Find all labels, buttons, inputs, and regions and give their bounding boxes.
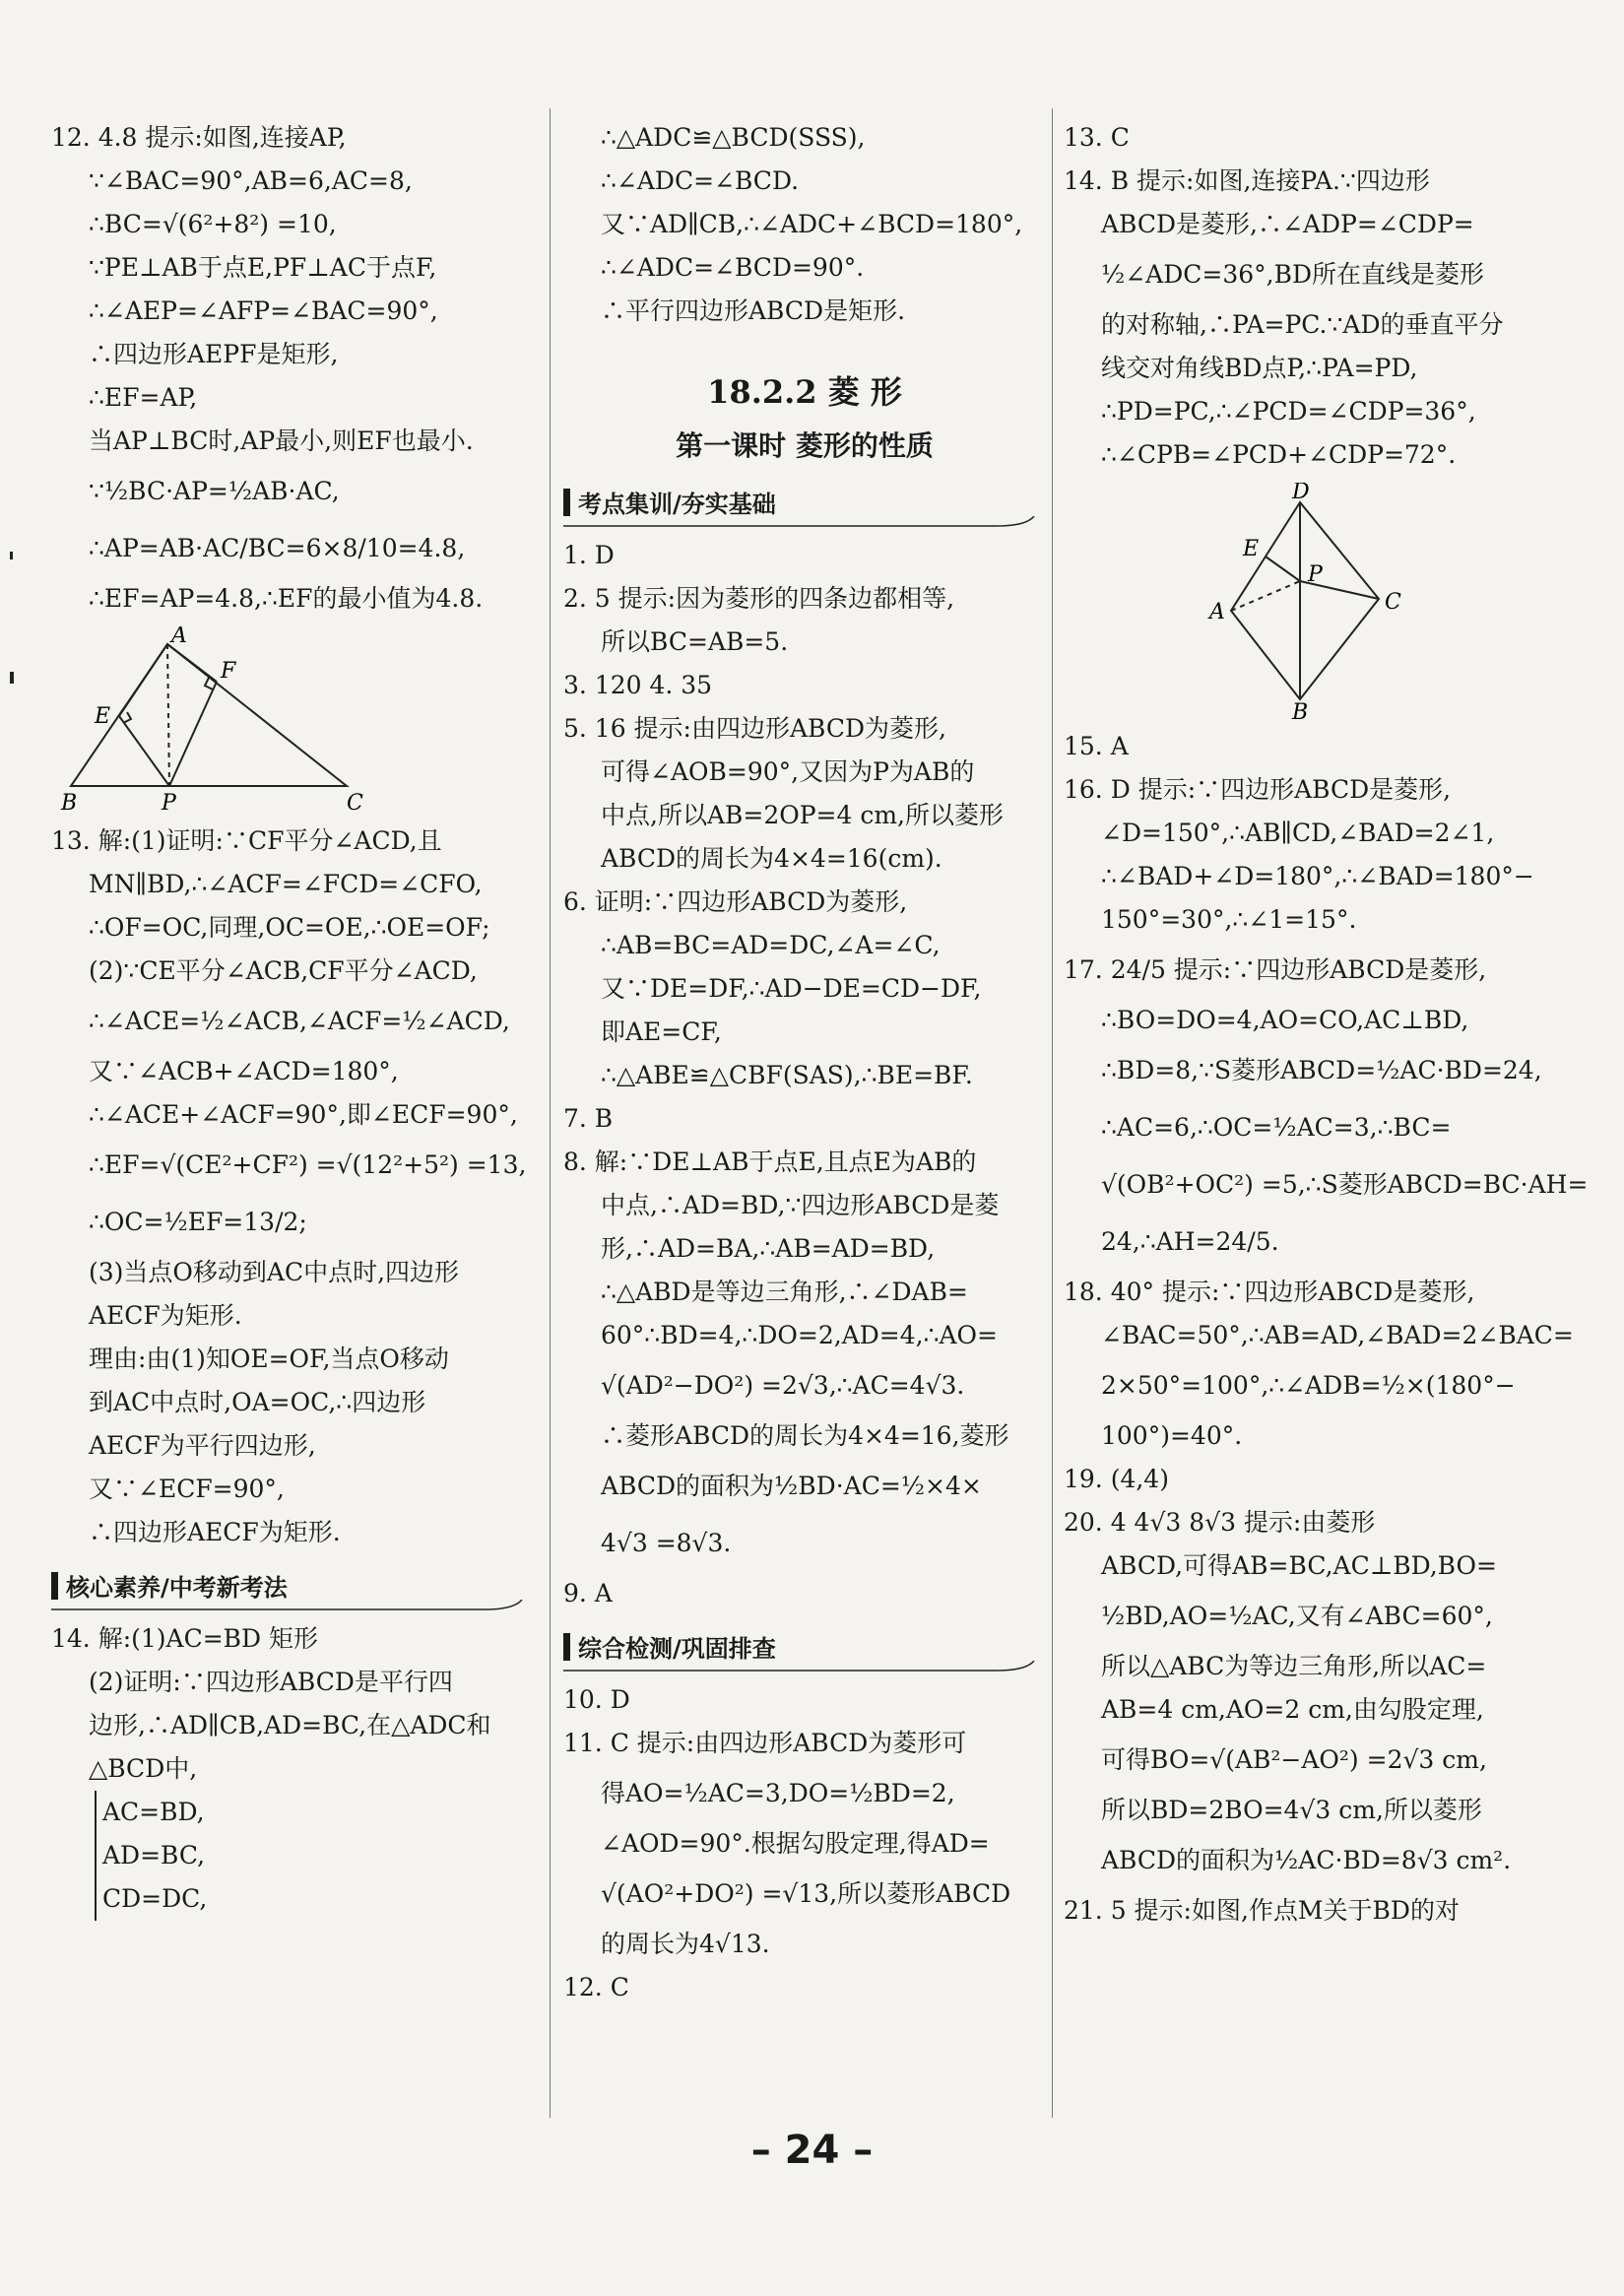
answer-line: ∴∠AEP=∠AFP=∠BAC=90°, [89,296,438,325]
answer-line: ∴BD=8,∵S菱形ABCD=½AC·BD=24, [1101,1056,1542,1084]
answer-line: 14. 解:(1)AC=BD 矩形 [51,1624,319,1653]
answer-line: 16. D 提示:∵四边形ABCD是菱形, [1064,775,1452,804]
answer-line: ∴△ABE≌△CBF(SAS),∴BE=BF. [601,1061,973,1089]
answer-line: ∴AP=AB·AC/BC=6×8/10=4.8, [89,534,466,562]
answer-line: 14. B 提示:如图,连接PA.∵四边形 [1064,166,1430,195]
answer-line: (2)∵CE平分∠ACB,CF平分∠ACD, [89,956,478,985]
answer-line: ABCD的面积为½BD·AC=½×4× [601,1472,982,1500]
answer-line: ∵PE⊥AB于点E,PF⊥AC于点F, [89,253,437,282]
answer-line: ∴EF=AP=4.8,∴EF的最小值为4.8. [89,584,484,613]
answer-line: 可得BO=√(AB²−AO²) =2√3 cm, [1101,1745,1487,1774]
answer-line: ∴平行四边形ABCD是矩形. [601,296,906,325]
banner-title: 核心素养/中考新考法 [66,1574,288,1602]
answer-line: 24,∴AH=24/5. [1101,1227,1279,1256]
answer-line: ∠AOD=90°.根据勾股定理,得AD= [601,1829,990,1858]
answer-line: (3)当点O移动到AC中点时,四边形 [89,1258,460,1286]
figure-label: P [162,791,176,814]
answer-line: 8. 解:∵DE⊥AB于点E,且点E为AB的 [563,1148,977,1176]
answer-line: 12. C [563,1973,629,2001]
answer-line: ∴∠ADC=∠BCD=90°. [601,253,865,282]
answer-line: ∴OF=OC,同理,OC=OE,∴OE=OF; [89,913,490,942]
answer-line: ½∠ADC=36°,BD所在直线是菱形 [1101,260,1485,289]
answer-line: 150°=30°,∴∠1=15°. [1101,905,1357,934]
column-2 [563,116,1046,2009]
answer-line: 4√3 =8√3. [601,1529,732,1557]
answer-line: ∴AC=6,∴OC=½AC=3,∴BC= [1101,1113,1452,1142]
answer-line: 100°)=40°. [1101,1421,1243,1450]
section-banner [563,1629,1046,1669]
answer-line: 理由:由(1)知OE=OF,当点O移动 [89,1345,449,1373]
answer-line: ABCD的周长为4×4=16(cm). [601,844,942,873]
answer-line: 60°∴BD=4,∴DO=2,AD=4,∴AO= [601,1321,998,1349]
answer-line: MN∥BD,∴∠ACF=∠FCD=∠CFO, [89,870,483,898]
answer-line: ∴OC=½EF=13/2; [89,1208,307,1236]
answer-line: △BCD中, [89,1754,198,1783]
answer-line: ABCD是菱形,∴∠ADP=∠CDP= [1101,210,1474,238]
banner-bar-icon [51,1572,58,1600]
answer-line: ∴∠ADC=∠BCD. [601,166,800,195]
banner-bar-icon [563,1633,570,1661]
answer-line: ∠D=150°,∴AB∥CD,∠BAD=2∠1, [1101,819,1495,847]
banner-title: 考点集训/夯实基础 [578,491,776,518]
answer-line: ∵½BC·AP=½AB·AC, [89,477,340,505]
answer-line: ∴菱形ABCD的周长为4×4=16,菱形 [601,1421,1009,1450]
answer-line: 可得∠AOB=90°,又因为P为AB的 [601,757,975,786]
answer-line: ∴∠ACE+∠ACF=90°,即∠ECF=90°, [89,1100,518,1129]
answer-line: ∴BC=√(6²+8²) =10, [89,210,337,238]
figure-label: D [1292,483,1310,504]
answer-line: 的周长为4√13. [601,1930,770,1958]
answer-line: ∴∠CPB=∠PCD+∠CDP=72°. [1101,440,1457,469]
answer-line: √(OB²+OC²) =5,∴S菱形ABCD=BC·AH= [1101,1170,1589,1199]
answer-line: 形,∴AD=BA,∴AB=AD=BD, [601,1234,936,1263]
answer-line: √(AO²+DO²) =√13,所以菱形ABCD [601,1879,1011,1908]
brace-line: AD=BC, [95,1834,536,1877]
brace-line: CD=DC, [95,1877,536,1921]
figure-label: C [347,791,363,814]
answer-line: ∴四边形AECF为矩形. [89,1518,341,1546]
answer-line: 到AC中点时,OA=OC,∴四边形 [89,1388,426,1416]
answer-line: ∴AB=BC=AD=DC,∠A=∠C, [601,931,941,959]
margin-mark [10,672,14,684]
answer-line: AB=4 cm,AO=2 cm,由勾股定理, [1101,1695,1484,1724]
column-1 [51,116,536,1921]
answer-line: 中点,∴AD=BD,∵四边形ABCD是菱 [601,1191,1000,1219]
brace-line: AC=BD, [95,1791,536,1834]
page-number: – 24 – [750,2128,874,2173]
answer-line: ∴四边形AEPF是矩形, [89,340,339,368]
answer-line: ∴EF=√(CE²+CF²) =√(12²+5²) =13, [89,1150,527,1179]
answer-line: 9. A [563,1579,613,1607]
answer-line: 18. 40° 提示:∵四边形ABCD是菱形, [1064,1278,1475,1306]
answer-line: 当AP⊥BC时,AP最小,则EF也最小. [89,426,474,455]
figure-label: F [221,659,236,684]
answer-line: 又∵DE=DF,∴AD−DE=CD−DF, [601,974,982,1003]
answer-line: 又∵AD∥CB,∴∠ADC+∠BCD=180°, [601,210,1023,238]
answer-line: 中点,所以AB=2OP=4 cm,所以菱形 [601,801,1004,829]
answer-line: ∴PD=PC,∴∠PCD=∠CDP=36°, [1101,397,1476,426]
margin-mark [10,552,13,559]
answer-line: (2)证明:∵四边形ABCD是平行四 [89,1668,453,1696]
answer-line: AECF为平行四边形, [89,1431,316,1460]
answer-line: ∴∠ACE=½∠ACB,∠ACF=½∠ACD, [89,1007,510,1035]
figure-label: C [1385,590,1401,615]
rhombus-figure [1123,483,1536,719]
answer-line: 边形,∴AD∥CB,AD=BC,在△ADC和 [89,1711,491,1739]
column-3 [1064,116,1589,1933]
answer-line: ∴EF=AP, [89,383,198,412]
answer-line: 3. 120 4. 35 [563,671,713,699]
answer-line: 2. 5 提示:因为菱形的四条边都相等, [563,584,955,613]
answer-line: 的对称轴,∴PA=PC.∵AD的垂直平分 [1101,310,1504,339]
section-banner [563,485,1046,524]
answer-line: 21. 5 提示:如图,作点M关于BD的对 [1064,1896,1460,1925]
figure-label: P [1308,562,1323,587]
answer-line: 20. 4 4√3 8√3 提示:由菱形 [1064,1508,1376,1537]
answer-line: ∴△ADC≌△BCD(SSS), [601,123,866,152]
figure-label: E [1243,537,1260,561]
answer-line: 所以BD=2BO=4√3 cm,所以菱形 [1101,1796,1482,1824]
answer-line: ∴∠BAD+∠D=180°,∴∠BAD=180°− [1101,862,1534,890]
figure-label: E [95,704,111,729]
answer-line: ∴△ABD是等边三角形,∴∠DAB= [601,1278,968,1306]
answer-line: 又∵∠ECF=90°, [89,1475,285,1503]
answer-line: ABCD,可得AB=BC,AC⊥BD,BO= [1101,1551,1497,1580]
answer-line: 2×50°=100°,∴∠ADB=½×(180°− [1101,1371,1516,1400]
answer-line: 12. 4.8 提示:如图,连接AP, [51,123,347,152]
answer-line: ∴BO=DO=4,AO=CO,AC⊥BD, [1101,1006,1469,1034]
figure-label: B [1292,700,1309,719]
answer-line: 即AE=CF, [601,1017,722,1046]
answer-line: 又∵∠ACB+∠ACD=180°, [89,1057,399,1085]
answer-line: 17. 24/5 提示:∵四边形ABCD是菱形, [1064,955,1487,984]
column-divider-1 [550,108,551,2118]
answer-line: 11. C 提示:由四边形ABCD为菱形可 [563,1729,967,1757]
answer-line: 19. (4,4) [1064,1465,1169,1493]
lesson-title: 第一课时 菱形的性质 [676,429,934,462]
right-triangle-figure [51,626,465,814]
answer-line: 7. B [563,1104,614,1133]
answer-line: 13. C [1064,123,1130,152]
answer-line: ABCD的面积为½AC·BD=8√3 cm². [1101,1846,1512,1874]
answer-line: 13. 解:(1)证明:∵CF平分∠ACD,且 [51,826,442,855]
banner-bar-icon [563,489,570,516]
section-title: 18.2.2 菱 形 [707,373,902,411]
answer-line: 线交对角线BD点P,∴PA=PD, [1101,354,1418,382]
answer-line: 10. D [563,1685,630,1714]
answer-line: 所以BC=AB=5. [601,627,789,656]
column-divider-2 [1052,108,1053,2118]
section-banner [51,1568,536,1607]
answer-line: AECF为矩形. [89,1301,242,1330]
figure-label: B [61,791,78,814]
answer-line: 所以△ABC为等边三角形,所以AC= [1101,1652,1487,1680]
banner-title: 综合检测/巩固排查 [578,1635,776,1663]
answer-line: 1. D [563,541,615,569]
answer-line: ∵∠BAC=90°,AB=6,AC=8, [89,166,413,195]
answer-line: 15. A [1064,732,1129,760]
answer-line: ∠BAC=50°,∴AB=AD,∠BAD=2∠BAC= [1101,1321,1574,1349]
figure-label: A [1209,600,1225,624]
answer-line: √(AD²−DO²) =2√3,∴AC=4√3. [601,1371,965,1400]
figure-label: A [171,626,187,648]
answer-line: ½BD,AO=½AC,又有∠ABC=60°, [1101,1602,1493,1630]
answer-line: 6. 证明:∵四边形ABCD为菱形, [563,887,908,916]
answer-line: 得AO=½AC=3,DO=½BD=2, [601,1779,955,1807]
answer-line: 5. 16 提示:由四边形ABCD为菱形, [563,714,946,743]
